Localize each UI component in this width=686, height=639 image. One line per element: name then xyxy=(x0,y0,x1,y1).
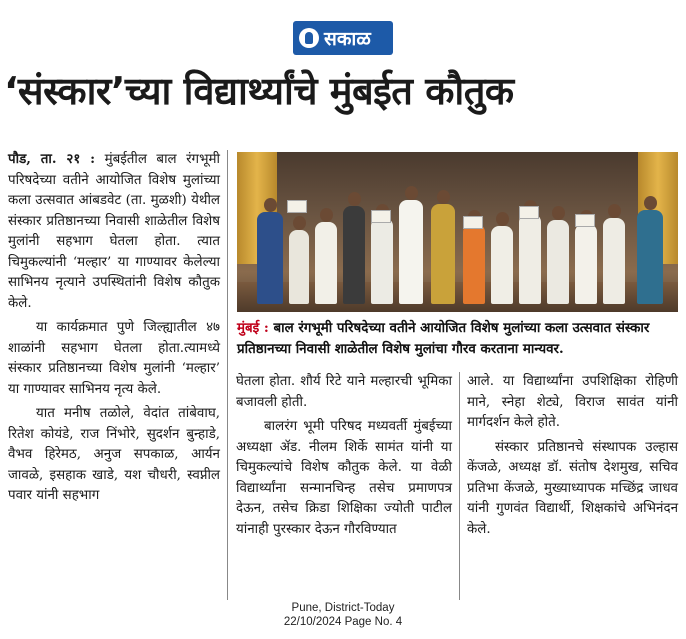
footer-edition: Pune, District-Today xyxy=(291,602,395,614)
person-figure xyxy=(257,212,283,304)
article-column-3 xyxy=(467,372,678,544)
certificate xyxy=(287,200,307,213)
paragraph: आले. या विद्यार्थ्यांना उपशिक्षिका रोहिणी माने, स्नेहा शेट्ये, विराज सावंत यांनी मार्गदर्शन केले होते. xyxy=(467,374,678,430)
person-figure xyxy=(547,220,569,304)
sakal-emblem-icon xyxy=(299,28,319,48)
person-figure xyxy=(575,224,597,304)
paragraph: यात मनीष तळोले, वेदांत तांबेवाघ, रितेश कोयंडे, राज निंभोरे, सुदर्शन बुन्हाडे, वैभव हिरेमठ, अनुज सपकाळ, आर्यन जावळे, इसहाक खाडे, यश चौधरी, स्वप्नील पवार यांनी सहभाग xyxy=(8,406,220,503)
paragraph xyxy=(8,149,220,314)
caption-text: बाल रंगभूमी परिषदेच्या वतीने आयोजित विशेष मुलांच्या कला उत्सवात संस्कार प्रतिष्ठानच्या निवासी शाळेतील विशेष मुलांचा गौरव करताना मान्यवर. xyxy=(237,320,650,357)
certificate xyxy=(575,214,595,227)
certificate xyxy=(371,210,391,223)
article-headline: ‘संस्कार’च्या विद्यार्थ्यांचे मुंबईत कौतुक xyxy=(4,69,514,113)
person-figure xyxy=(399,200,423,304)
photo-caption xyxy=(237,318,678,360)
paragraph-text: मुंबईतील बाल रंगभूमी परिषदेच्या वतीने आयोजित विशेष मुलांच्या कला उत्सवात आंबडवेट (ता. मुळशी) येथील संस्कार प्रतिष्ठानच्या निवासी शाळेतील विशेष मुलांनी सहभाग घेतला होता. त्यात चिमुकल्यांनी ‘मल्हार’ या गाण्यावर केलेल्या साभिनय नृत्याने उपस्थितांनी विशेष कौतुक केले. xyxy=(8,152,220,311)
article-column-1 xyxy=(8,149,220,511)
paragraph: संस्कार प्रतिष्ठानचे संस्थापक उल्हास केंजळे, अध्यक्ष डॉ. संतोष देशमुख, सचिव प्रतिभा केंजळे, मुख्याध्यापक मच्छिंद्र जाधव यांनी गुणवंत विद्यार्थी, शिक्षकांचे अभिनंदन केले. xyxy=(467,439,678,537)
person-figure xyxy=(371,218,393,304)
person-figure xyxy=(603,218,625,304)
column-divider xyxy=(227,150,228,600)
certificate xyxy=(519,206,539,219)
footer-date-page: 22/10/2024 Page No. 4 xyxy=(283,616,403,628)
article-column-2 xyxy=(236,372,452,544)
person-figure xyxy=(315,222,337,304)
person-figure xyxy=(289,230,309,304)
page-footer xyxy=(0,601,686,629)
person-figure xyxy=(463,224,485,304)
person-figure xyxy=(519,214,541,304)
person-figure xyxy=(343,206,365,304)
person-figure xyxy=(637,210,663,304)
caption-place: मुंबई : xyxy=(237,320,269,336)
certificate xyxy=(463,216,483,229)
paragraph: बालरंग भूमी परिषद मध्यवर्ती मुंबईच्या अध्यक्षा ॲड. नीलम शिर्के सामंत यांनी या चिमुकल्यांचे विशेष कौतुक केले. या वेळी विद्यार्थ्यांना सन्मानचिन्ह तसेच प्रमाणपत्र देऊन, तसेच क्रिडा शिक्षिका ज्योती पाटील यांनाही पुरस्कार देऊन गौरविण्यात xyxy=(236,419,452,537)
person-figure xyxy=(431,204,455,304)
paragraph: घेतला होता. शौर्य रिटे याने मल्हारची भूमिका बजावली होती. xyxy=(236,374,452,410)
paragraph: या कार्यक्रमात पुणे जिल्ह्यातील ४७ शाळांनी सहभाग घेतला होता.त्यामध्ये संस्कार प्रतिष्ठानच्या विशेष मुलांनी ‘मल्हार’ या गाण्यावर साभिनय नृत्य केले. xyxy=(8,320,220,397)
person-figure xyxy=(491,226,513,304)
dateline: पौड, ता. २१ : xyxy=(8,151,96,167)
logo-text: सकाळ xyxy=(324,28,371,50)
column-divider xyxy=(459,372,460,600)
event-photo xyxy=(237,152,678,312)
newspaper-logo xyxy=(293,21,393,55)
